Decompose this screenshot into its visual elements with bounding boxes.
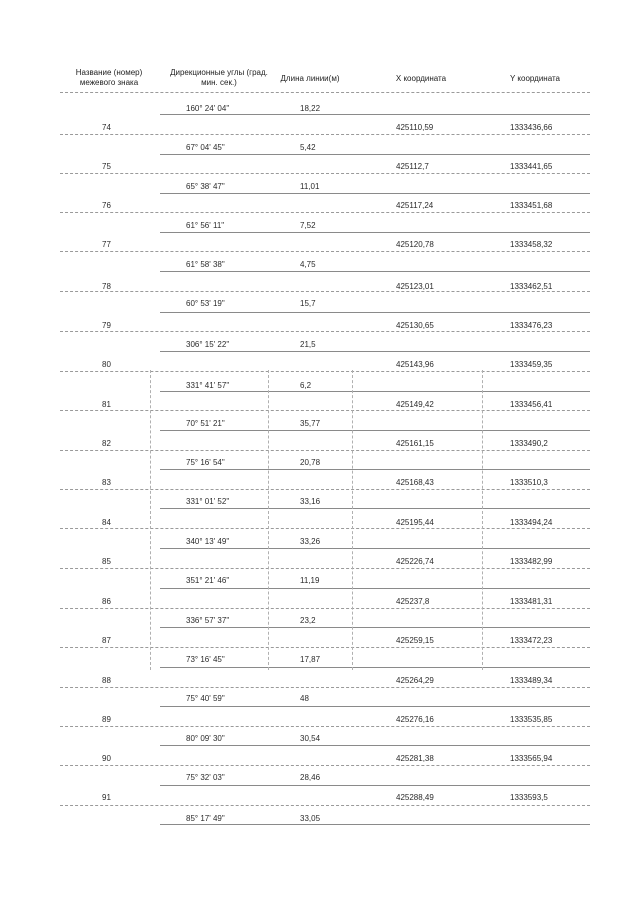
y-coordinate-cell: 1333565,94 [510, 754, 553, 763]
row-divider [160, 114, 590, 115]
angle-cell: 75° 32' 03" [186, 773, 225, 782]
row-divider [160, 391, 590, 392]
row-divider [160, 667, 590, 668]
y-coordinate-cell: 1333481,31 [510, 597, 553, 606]
x-coordinate-cell: 425276,16 [396, 715, 434, 724]
row-divider [160, 588, 590, 589]
header-name: Название (номер) межевого знака [75, 68, 143, 87]
y-coordinate-cell: 1333436,66 [510, 123, 553, 132]
x-coordinate-cell: 425288,49 [396, 793, 434, 802]
x-coordinate-cell: 425226,74 [396, 557, 434, 566]
y-coordinate-cell: 1333451,68 [510, 201, 553, 210]
length-cell: 17,87 [300, 655, 321, 664]
row-divider [160, 745, 590, 746]
angle-cell: 60° 53' 19" [186, 299, 225, 308]
angle-cell: 70° 51' 21" [186, 419, 225, 428]
y-coordinate-cell: 1333472,23 [510, 636, 553, 645]
y-coordinate-cell: 1333476,23 [510, 321, 553, 330]
point-name-cell: 91 [102, 793, 111, 802]
row-divider [160, 706, 590, 707]
length-cell: 33,05 [300, 814, 321, 823]
length-cell: 48 [300, 694, 309, 703]
length-cell: 20,78 [300, 458, 321, 467]
row-divider [60, 450, 590, 451]
y-coordinate-cell: 1333490,2 [510, 439, 548, 448]
angle-cell: 80° 09' 30" [186, 734, 225, 743]
row-divider [60, 331, 590, 332]
column-guide [150, 370, 151, 670]
header-length: Длина линии(м) [280, 74, 340, 83]
row-divider [60, 291, 590, 292]
row-divider [160, 232, 590, 233]
x-coordinate-cell: 425123,01 [396, 282, 434, 291]
row-divider [160, 627, 590, 628]
angle-cell: 61° 56' 11" [186, 221, 225, 230]
y-coordinate-cell: 1333494,24 [510, 518, 553, 527]
row-divider [160, 312, 590, 313]
point-name-cell: 80 [102, 360, 111, 369]
x-coordinate-cell: 425281,38 [396, 754, 434, 763]
column-guide [352, 370, 353, 670]
row-divider [60, 212, 590, 213]
row-divider [160, 154, 590, 155]
length-cell: 15,7 [300, 299, 316, 308]
length-cell: 4,75 [300, 260, 316, 269]
point-name-cell: 83 [102, 478, 111, 487]
point-name-cell: 88 [102, 676, 111, 685]
length-cell: 33,26 [300, 537, 321, 546]
row-divider [160, 430, 590, 431]
row-divider [160, 508, 590, 509]
point-name-cell: 76 [102, 201, 111, 210]
length-cell: 21,5 [300, 340, 316, 349]
row-divider [60, 173, 590, 174]
row-divider [60, 726, 590, 727]
angle-cell: 336° 57' 37" [186, 616, 230, 625]
x-coordinate-cell: 425237,8 [396, 597, 430, 606]
point-name-cell: 81 [102, 400, 111, 409]
row-divider [60, 687, 590, 688]
row-divider [60, 805, 590, 806]
length-cell: 30,54 [300, 734, 321, 743]
row-divider [160, 469, 590, 470]
point-name-cell: 86 [102, 597, 111, 606]
x-coordinate-cell: 425120,78 [396, 240, 434, 249]
y-coordinate-cell: 1333593,5 [510, 793, 548, 802]
point-name-cell: 78 [102, 282, 111, 291]
angle-cell: 75° 40' 59" [186, 694, 225, 703]
angle-cell: 85° 17' 49" [186, 814, 225, 823]
point-name-cell: 84 [102, 518, 111, 527]
x-coordinate-cell: 425161,15 [396, 439, 434, 448]
row-divider [60, 647, 590, 648]
row-divider [60, 765, 590, 766]
row-divider [60, 92, 590, 93]
x-coordinate-cell: 425149,42 [396, 400, 434, 409]
angle-cell: 331° 41' 57" [186, 381, 230, 390]
row-divider [60, 489, 590, 490]
column-guide [482, 370, 483, 670]
row-divider [60, 608, 590, 609]
point-name-cell: 85 [102, 557, 111, 566]
header-y: Y координата [509, 74, 561, 83]
length-cell: 18,22 [300, 104, 321, 113]
length-cell: 28,46 [300, 773, 321, 782]
x-coordinate-cell: 425168,43 [396, 478, 434, 487]
y-coordinate-cell: 1333458,32 [510, 240, 553, 249]
length-cell: 11,19 [300, 576, 320, 585]
row-divider [160, 271, 590, 272]
x-coordinate-cell: 425117,24 [396, 201, 434, 210]
row-divider [60, 568, 590, 569]
angle-cell: 351° 21' 46" [186, 576, 230, 585]
x-coordinate-cell: 425195,44 [396, 518, 434, 527]
header-angle: Дирекционные углы (град. мин. сек.) [170, 68, 268, 87]
length-cell: 5,42 [300, 143, 316, 152]
point-name-cell: 74 [102, 123, 111, 132]
angle-cell: 331° 01' 52" [186, 497, 230, 506]
x-coordinate-cell: 425143,96 [396, 360, 434, 369]
angle-cell: 75° 16' 54" [186, 458, 225, 467]
point-name-cell: 89 [102, 715, 111, 724]
point-name-cell: 82 [102, 439, 111, 448]
y-coordinate-cell: 1333459,35 [510, 360, 553, 369]
y-coordinate-cell: 1333489,34 [510, 676, 553, 685]
column-guide [268, 370, 269, 670]
x-coordinate-cell: 425264,29 [396, 676, 434, 685]
point-name-cell: 77 [102, 240, 111, 249]
y-coordinate-cell: 1333456,41 [510, 400, 553, 409]
y-coordinate-cell: 1333482,99 [510, 557, 553, 566]
y-coordinate-cell: 1333462,51 [510, 282, 553, 291]
row-divider [60, 134, 590, 135]
row-divider [60, 371, 590, 372]
y-coordinate-cell: 1333535,85 [510, 715, 553, 724]
row-divider [160, 824, 590, 825]
point-name-cell: 79 [102, 321, 111, 330]
header-x: X координата [395, 74, 447, 83]
row-divider [60, 251, 590, 252]
length-cell: 7,52 [300, 221, 316, 230]
x-coordinate-cell: 425130,65 [396, 321, 434, 330]
row-divider [60, 528, 590, 529]
point-name-cell: 75 [102, 162, 111, 171]
length-cell: 35,77 [300, 419, 321, 428]
row-divider [160, 785, 590, 786]
point-name-cell: 87 [102, 636, 111, 645]
x-coordinate-cell: 425110,59 [396, 123, 434, 132]
row-divider [160, 193, 590, 194]
x-coordinate-cell: 425112,7 [396, 162, 429, 171]
y-coordinate-cell: 1333441,65 [510, 162, 553, 171]
row-divider [160, 351, 590, 352]
x-coordinate-cell: 425259,15 [396, 636, 434, 645]
row-divider [60, 410, 590, 411]
length-cell: 33,16 [300, 497, 321, 506]
row-divider [160, 548, 590, 549]
angle-cell: 67° 04' 45" [186, 143, 225, 152]
angle-cell: 65° 38' 47" [186, 182, 225, 191]
angle-cell: 73° 16' 45" [186, 655, 225, 664]
angle-cell: 340° 13' 49" [186, 537, 230, 546]
length-cell: 11,01 [300, 182, 320, 191]
angle-cell: 160° 24' 04" [186, 104, 230, 113]
angle-cell: 306° 15' 22" [186, 340, 230, 349]
y-coordinate-cell: 1333510,3 [510, 478, 548, 487]
length-cell: 23,2 [300, 616, 316, 625]
point-name-cell: 90 [102, 754, 111, 763]
length-cell: 6,2 [300, 381, 312, 390]
angle-cell: 61° 58' 38" [186, 260, 225, 269]
